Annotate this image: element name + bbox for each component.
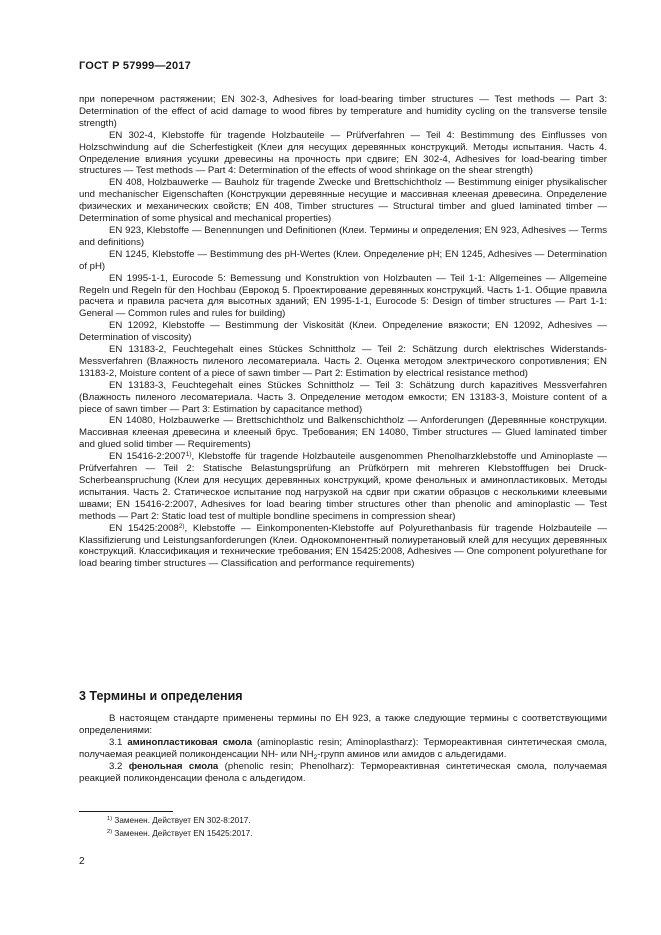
reference-paragraph: EN 14080, Holzbauwerke — Brettschichtholz und Balkenschichtholz — Anforderungen (Деревянные конструкции. Массивная клееная древесина и клееный брус. Требования; EN 14080, Timber structures — Glued laminated timber and glued solid timber — Requirements)	[79, 415, 607, 451]
footnote-marker: 2)	[107, 828, 113, 835]
reference-code: EN 15416-2:2007	[109, 451, 186, 463]
reference-title: , Klebstoffe für tragende Holzbauteile ausgenommen Phenolharzklebstoffe und Aminoplaste — Prüfverfahren — Teil 2: Statische Belastungsprüfung an Prüfkörpern mit mehreren Klebstofffugen bei Druck-Scherbeanspruchung (Клеи для несущих деревянных конструкций, кроме фенольных и аминопластиковых. Методы испытания. Часть 2. Статическое испытание под нагрузкой на сдвиг при сжатии образцов с несколькими клеевыми швами; EN 15416-2:2007, Adhesives for load bearing timber structures other than phenolic and aminoplastic — Test methods — Part 2: Static load test of multiple bondline specimens in compression shear)	[79, 451, 607, 522]
reference-paragraph: EN 13183-2, Feuchtegehalt eines Stückes Schnittholz — Teil 2: Schätzung durch elektrisches Widerstands-Messverfahren (Влажность пиленого лесоматериала. Часть 2. Оценка методом электрического сопротивления; EN 13183-2, Moisture content of a piece of sawn timber — Part 2: Estimation by electrical resistance method)	[79, 344, 607, 379]
term-text: -групп аминов или амидов с альдегидами.	[317, 748, 507, 760]
reference-paragraph: EN 13183-3, Feuchtegehalt eines Stückes Schnittholz — Teil 3: Schätzung durch kapazitives Messverfahren (Влажность пиленого лесоматериала. Часть 3. Определение методом емкости; EN 13183-3, Moisture content of a piece of sawn timber — Part 3: Estimation by capacitance method)	[79, 379, 607, 415]
section-heading: 3 Термины и определения	[79, 689, 243, 703]
reference-paragraph: EN 302-4, Klebstoffe für tragende Holzbauteile — Prüfverfahren — Teil 4: Bestimmung des Einflusses von Holzschwindung auf die Scherfestigkeit (Клеи для несущих деревянных конструкций. Методы испытания. Часть 4. Определение влияния усушки древесины на прочность при сдвиге; EN 302-4, Adhesives for load-bearing timber structures — Test methods — Part 4: Determination of the effects of wood shrinkage on the shear strength)	[79, 129, 607, 177]
subscript: 2	[313, 753, 318, 761]
standard-designation-header: ГОСТ Р 57999—2017	[79, 60, 191, 72]
footnote-marker: 1)	[107, 816, 113, 822]
footnote-text: Заменен. Действует EN 15425:2017.	[112, 828, 253, 838]
reference-paragraph: EN 1995-1-1, Eurocode 5: Bemessung und Konstruktion von Holzbauten — Teil 1-1: Allgemeines — Allgemeine Regeln und Regeln für den Hochbau (Еврокод 5. Проектирование деревянных конструкций. Часть 1-1. Общие правила расчета и правила расчета для высотных зданий; EN 1995-1-1, Eurocode 5: Design of timber structures — Part 1-1: General — Common rules and rules for building)	[79, 272, 607, 320]
reference-paragraph	[79, 451, 607, 522]
term-definition	[79, 761, 607, 785]
terms-definitions-text	[79, 713, 607, 784]
section-intro: В настоящем стандарте применены термины по ЕН 923, а также следующие термины с соответствующими определениями:	[79, 713, 607, 736]
term-definition	[79, 737, 607, 761]
reference-paragraph: EN 12092, Klebstoffe — Bestimmung der Viskosität (Клеи. Определение вязкости; EN 12092, Adhesives — Determination of viscosity)	[79, 320, 607, 344]
footnote-marker: 1)	[185, 451, 192, 459]
page-number: 2	[79, 856, 85, 867]
footnote-marker: 2)	[178, 522, 185, 530]
footnotes	[107, 815, 252, 840]
reference-title: , Klebstoffe — Einkomponenten-Klebstoffe auf Polyurethanbasis für tragende Holzbauteile — Klassifizierung und Leistungsanforderungen (Клеи. Однокомпонентный полиуретановый клей для несущих деревянных конструкций. Классификация и технические требования; EN 15425:2008, Adhesives — One component polyurethane for load bearing timber structures — Classification and performance requirements)	[79, 522, 607, 570]
reference-paragraph: при поперечном растяжении; EN 302-3, Adhesives for load-bearing timber structures — Test methods — Part 3: Determination of the effect of acid damage to wood fibres by temperature and humidity cycling on the transverse tensile strength)	[79, 94, 607, 129]
footnote	[107, 828, 252, 841]
footnote-text: Заменен. Действует EN 302-8:2017.	[112, 816, 251, 825]
footnote	[107, 815, 252, 828]
term-text: (phenolic resin; Phenolharz): Термореактивная синтетическая смола, получаемая реакцией поликонденсации фенола с альдегидом.	[79, 760, 607, 784]
term-text: (aminoplastic resin; Aminoplastharz): Термореактивная синтетическая смола, получаемая реакцией поликонденсации NH- или NH	[79, 736, 607, 760]
reference-paragraph: EN 408, Holzbauwerke — Bauholz für tragende Zwecke und Brettschichtholz — Bestimmung einiger physikalischer und mechanischer Eigenschaften (Конструкции деревянные несущие и массивная клееная древесина. Определение физических и механических свойств; EN 408, Timber structures — Structural timber and glued laminated timber — Determination of some physical and mechanical properties)	[79, 177, 607, 225]
normative-references-text	[79, 94, 607, 570]
reference-paragraph: EN 1245, Klebstoffe — Bestimmung des pH-Wertes (Клеи. Определение pH; EN 1245, Adhesives — Determination of pH)	[79, 248, 607, 272]
term-number: 3.2	[109, 760, 129, 772]
term-number: 3.1	[109, 736, 128, 748]
reference-paragraph	[79, 523, 607, 571]
reference-code: EN 15425:2008	[109, 522, 179, 534]
reference-paragraph: EN 923, Klebstoffe — Benennungen und Definitionen (Клеи. Термины и определения; EN 923, Adhesives — Terms and definitions)	[79, 224, 607, 248]
footnote-separator	[79, 811, 173, 812]
term-name: фенольная смола	[128, 760, 219, 772]
term-name: аминопластиковая смола	[127, 736, 253, 748]
